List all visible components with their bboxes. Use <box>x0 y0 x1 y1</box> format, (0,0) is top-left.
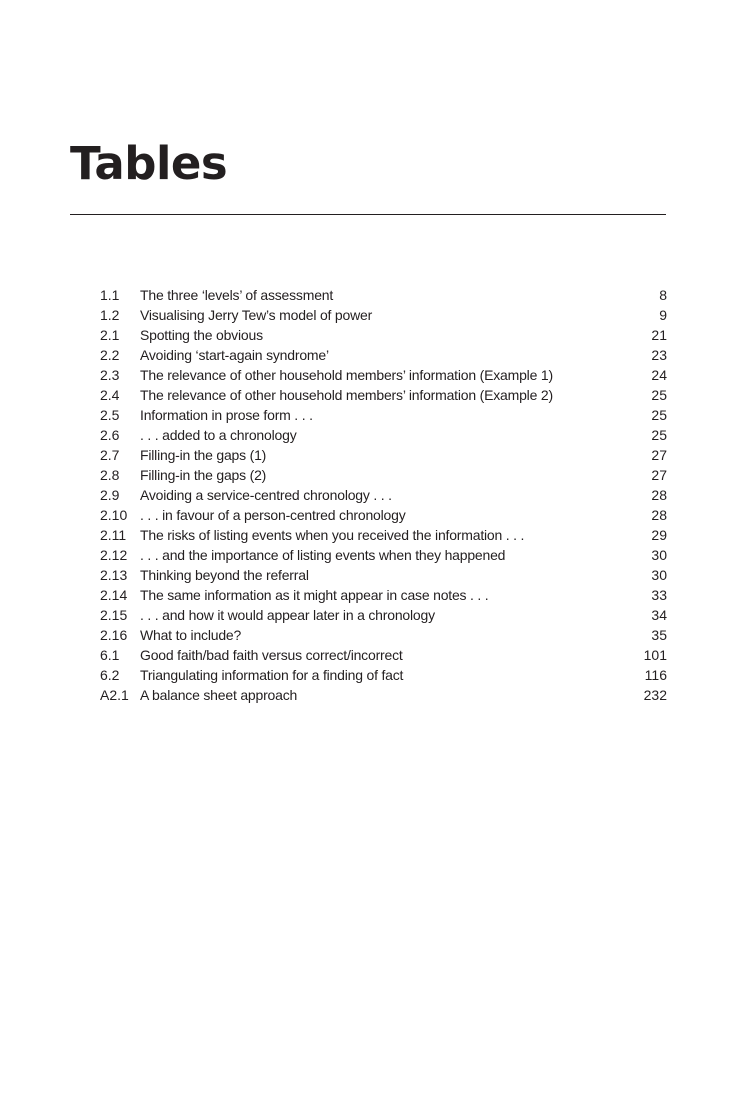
page-number: 27 <box>651 447 667 463</box>
table-title: Visualising Jerry Tew’s model of power <box>140 307 373 323</box>
page-number: 29 <box>651 527 667 543</box>
table-number: 2.15 <box>100 607 128 623</box>
table-entry <box>100 325 667 345</box>
table-number: 2.12 <box>100 547 128 563</box>
table-number: A2.1 <box>100 687 129 703</box>
table-number: 1.2 <box>100 307 120 323</box>
table-number: 2.14 <box>100 587 128 603</box>
table-entry <box>100 465 667 485</box>
table-entry <box>100 385 667 405</box>
table-entry <box>100 405 667 425</box>
page-number: 23 <box>651 347 667 363</box>
page-number: 30 <box>651 567 667 583</box>
table-number: 2.11 <box>100 527 127 543</box>
table-title: The relevance of other household members’ information (Example 1) <box>140 367 553 383</box>
page-number: 33 <box>651 587 667 603</box>
table-title: . . . and the importance of listing events when they happened <box>140 547 506 563</box>
table-entry <box>100 605 667 625</box>
table-title: A balance sheet approach <box>140 687 298 703</box>
page-number: 8 <box>659 287 667 303</box>
page-number: 28 <box>651 487 667 503</box>
table-entry <box>100 685 667 705</box>
table-number: 2.2 <box>100 347 120 363</box>
page-number: 30 <box>651 547 667 563</box>
page-number: 34 <box>651 607 667 623</box>
table-title: . . . added to a chronology <box>140 427 297 443</box>
table-number: 2.3 <box>100 367 120 383</box>
table-number: 2.6 <box>100 427 120 443</box>
table-entry <box>100 585 667 605</box>
table-entry <box>100 485 667 505</box>
table-title: Filling-in the gaps (2) <box>140 467 267 483</box>
page-title: Tables <box>70 137 228 190</box>
table-title: Spotting the obvious <box>140 327 263 343</box>
page-number: 9 <box>659 307 667 323</box>
table-title: The three ‘levels’ of assessment <box>140 287 334 303</box>
table-number: 2.7 <box>100 447 120 463</box>
table-number: 2.16 <box>100 627 128 643</box>
table-title: Avoiding ‘start-again syndrome’ <box>140 347 329 363</box>
table-entry <box>100 525 667 545</box>
table-title: . . . in favour of a person-centred chronology <box>140 507 406 523</box>
table-entry <box>100 565 667 585</box>
table-title: What to include? <box>140 627 242 643</box>
table-title: Information in prose form . . . <box>140 407 313 423</box>
table-entry <box>100 365 667 385</box>
page-number: 101 <box>643 647 667 663</box>
table-entry <box>100 285 667 305</box>
table-entry <box>100 345 667 365</box>
table-entry <box>100 545 667 565</box>
page-number: 25 <box>651 427 667 443</box>
table-number: 6.2 <box>100 667 120 683</box>
table-title: The same information as it might appear in case notes . . . <box>140 587 489 603</box>
table-number: 2.1 <box>100 327 120 343</box>
page-number: 116 <box>644 667 667 683</box>
page-number: 25 <box>651 387 667 403</box>
table-entry <box>100 625 667 645</box>
table-number: 2.10 <box>100 507 128 523</box>
list-of-tables <box>100 285 667 705</box>
title-divider <box>70 214 666 215</box>
table-title: Good faith/bad faith versus correct/incorrect <box>140 647 403 663</box>
table-number: 2.4 <box>100 387 120 403</box>
table-title: The risks of listing events when you received the information . . . <box>140 527 525 543</box>
table-number: 2.5 <box>100 407 120 423</box>
page-number: 27 <box>651 467 667 483</box>
table-title: Filling-in the gaps (1) <box>140 447 267 463</box>
table-number: 1.1 <box>100 287 120 303</box>
table-title: The relevance of other household members’ information (Example 2) <box>140 387 553 403</box>
page-number: 28 <box>651 507 667 523</box>
table-title: Thinking beyond the referral <box>140 567 309 583</box>
table-entry <box>100 665 667 685</box>
table-number: 2.9 <box>100 487 120 503</box>
table-title: Avoiding a service-centred chronology . . . <box>140 487 392 503</box>
page-number: 21 <box>651 327 667 343</box>
page-number: 35 <box>651 627 667 643</box>
table-entry <box>100 505 667 525</box>
table-entry <box>100 305 667 325</box>
table-entry <box>100 645 667 665</box>
table-number: 2.8 <box>100 467 120 483</box>
table-number: 2.13 <box>100 567 128 583</box>
table-title: . . . and how it would appear later in a chronology <box>140 607 435 623</box>
page-number: 232 <box>643 687 667 703</box>
page-number: 24 <box>651 367 667 383</box>
table-entry <box>100 445 667 465</box>
table-entry <box>100 425 667 445</box>
page-number: 25 <box>651 407 667 423</box>
table-number: 6.1 <box>100 647 120 663</box>
table-title: Triangulating information for a finding of fact <box>140 667 404 683</box>
